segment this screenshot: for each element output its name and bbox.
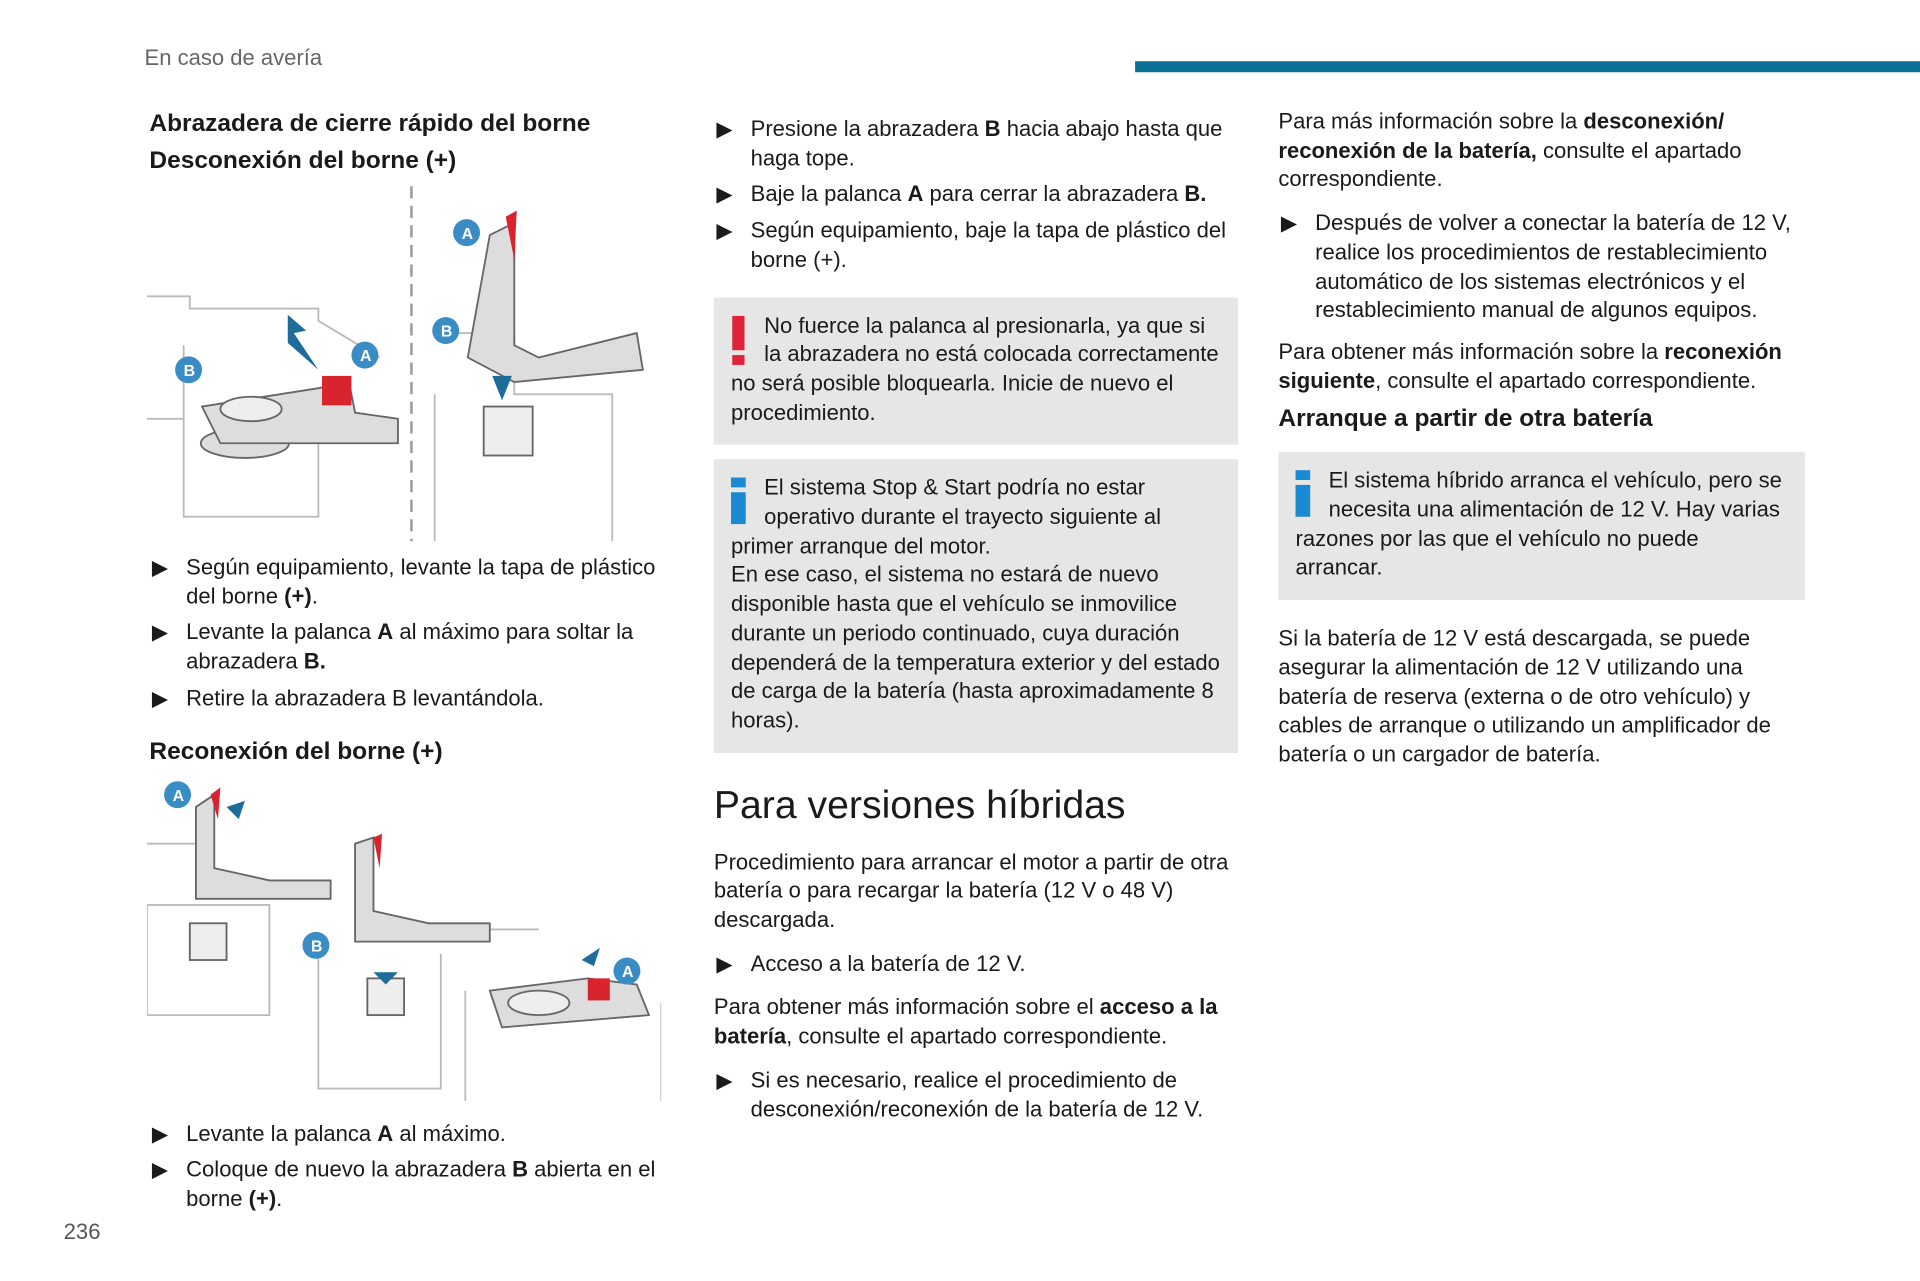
text: Para obtener más información sobre el <box>713 994 1100 1020</box>
info-icon <box>1296 471 1313 525</box>
bold-text: B <box>984 116 1001 141</box>
bullet-list <box>1278 210 1805 326</box>
bullet-list <box>714 115 1238 275</box>
triangle-bullet-icon: ▶ <box>151 555 168 580</box>
paragraph <box>714 848 1238 935</box>
text: al máximo para soltar la abrazadera <box>186 620 634 674</box>
hybrid-heading: Para versiones híbridas <box>713 782 1126 827</box>
bullet-item <box>714 115 1238 173</box>
text: . <box>276 1186 283 1211</box>
bullet-item <box>149 553 663 611</box>
bullet-item <box>714 950 1238 979</box>
text: Procedimiento para arrancar el motor a partir de otra batería o para recargar la batería (12 V o 48 V) descargada. <box>713 849 1229 932</box>
info-text: El sistema Stop & Start podría no estar operativo durante el trayecto siguiente al primer arranque del motor. <box>731 475 1162 559</box>
section-title: Abrazadera de cierre rápido del borne <box>149 110 591 138</box>
warning-box <box>714 297 1238 445</box>
triangle-bullet-icon: ▶ <box>151 1158 168 1182</box>
warning-icon <box>731 315 748 369</box>
text: Después de volver a conectar la batería de 12 V, realice los procedimientos de restablecimiento automático de los sistemas electrónicos y el restablecimiento manual de algunos equipos. <box>1315 210 1791 323</box>
paragraph <box>714 994 1238 1052</box>
paragraph <box>1278 108 1805 195</box>
text: , consulte el apartado correspondiente. <box>1375 368 1757 393</box>
triangle-bullet-icon: ▶ <box>716 1068 733 1093</box>
bullet-item <box>149 619 663 677</box>
bold-text: (+) <box>284 583 312 609</box>
info-text: El sistema híbrido arranca el vehículo, pero se necesita una alimentación de 12 V. Hay varias razones por las que el vehículo no puede arrancar. <box>1295 468 1782 580</box>
bold-text: B. <box>303 649 326 674</box>
text: hacia abajo hasta que haga tope. <box>750 116 1223 170</box>
bold-text: reconexión siguiente <box>1278 339 1782 393</box>
bold-text: acceso a la batería <box>713 994 1218 1049</box>
bullet-list <box>714 950 1238 979</box>
label-a: A <box>461 224 474 243</box>
text: al máximo. <box>393 1121 506 1146</box>
text: Según equipamiento, baje la tapa de plástico del borne (+). <box>750 218 1227 272</box>
bullet-item <box>714 1066 1238 1124</box>
bold-text: A <box>907 181 924 207</box>
info-icon <box>731 478 748 532</box>
text: Baje la palanca <box>750 181 908 207</box>
section-header: En caso de avería <box>144 45 323 70</box>
triangle-bullet-icon: ▶ <box>151 1122 168 1146</box>
bold-text: (+) <box>248 1186 277 1211</box>
figure-disconnect <box>149 179 663 546</box>
triangle-bullet-icon: ▶ <box>716 117 733 141</box>
figure-reconnect <box>149 770 663 1113</box>
text: Retire la abrazadera B levantándola. <box>186 685 544 710</box>
triangle-bullet-icon: ▶ <box>716 219 733 243</box>
label-a: A <box>360 346 372 365</box>
bold-text: desconexión/ reconexión de la batería, <box>1278 108 1725 163</box>
text: Levante la palanca <box>186 1121 378 1146</box>
bullet-item <box>714 217 1238 275</box>
text: Presione la abrazadera <box>750 116 985 141</box>
paragraph <box>1278 625 1805 770</box>
bold-text: B. <box>1184 181 1207 207</box>
text: Para obtener más información sobre la <box>1278 339 1665 364</box>
triangle-bullet-icon: ▶ <box>716 952 733 976</box>
bullet-item <box>149 684 663 713</box>
text: abierta en el borne <box>186 1157 656 1211</box>
bold-text: B <box>512 1157 529 1182</box>
label-b: B <box>440 322 453 341</box>
column-1 <box>149 105 663 1221</box>
text: Si la batería de 12 V está descargada, se puede asegurar la alimentación de 12 V utilizando una batería de reserva (externa o de otro vehículo) y cables de arranque o utilizando un amplificador de batería o un cargador de batería. <box>1278 625 1771 767</box>
info-box <box>1278 452 1805 600</box>
text: Si es necesario, realice el procedimiento de desconexión/reconexión de la batería de 12 V. <box>750 1067 1204 1122</box>
triangle-bullet-icon: ▶ <box>151 621 168 645</box>
bullet-item <box>714 180 1238 209</box>
triangle-bullet-icon: ▶ <box>151 686 168 710</box>
bullet-list <box>149 1120 663 1214</box>
text: Levante la palanca <box>186 620 378 645</box>
page-number: 236 <box>63 1219 101 1245</box>
bullet-item <box>149 1156 663 1214</box>
bold-text: A <box>377 1121 394 1146</box>
column-3 <box>1278 108 1805 785</box>
text: , consulte el apartado correspondiente. <box>786 1023 1168 1049</box>
bold-text: A <box>377 620 394 645</box>
subsection-reconnect: Reconexión del borne (+) <box>149 737 443 765</box>
bullet-item <box>149 1120 663 1149</box>
triangle-bullet-icon: ▶ <box>1280 211 1297 236</box>
column-2 <box>714 108 1238 1132</box>
bullet-list <box>149 553 663 713</box>
text: . <box>311 583 318 609</box>
bullet-item <box>1278 210 1805 326</box>
text: Para más información sobre la <box>1278 108 1584 134</box>
info-text: En ese caso, el sistema no estará de nuevo disponible hasta que el vehículo se inmovilice durante un periodo continuado, cuya duración dependerá de la temperatura exterior y del estado de carga de la batería (hasta aproximadamente 8 horas). <box>731 562 1220 733</box>
label-b: B <box>183 361 196 380</box>
bullet-list <box>714 1066 1238 1124</box>
header-accent-bar <box>1135 61 1920 72</box>
subsection-disconnect: Desconexión del borne (+) <box>149 146 457 174</box>
warning-text: No fuerce la palanca al presionarla, ya que si la abrazadera no está colocada correctamente no será posible bloquearla. Inicie de nuevo el procedimiento. <box>731 312 1219 425</box>
label-a: A <box>172 785 185 804</box>
text: Acceso a la batería de 12 V. <box>750 951 1026 976</box>
paragraph <box>1278 338 1805 396</box>
text: consulte el apartado correspondiente. <box>1278 138 1742 192</box>
info-box <box>714 460 1238 753</box>
text: para cerrar la abrazadera <box>923 181 1185 207</box>
text: Según equipamiento, levante la tapa de plástico del borne <box>186 554 656 609</box>
label-b: B <box>311 936 323 955</box>
jump-start-heading: Arranque a partir de otra batería <box>1278 405 1653 433</box>
text: Coloque de nuevo la abrazadera <box>186 1157 513 1182</box>
triangle-bullet-icon: ▶ <box>716 182 733 207</box>
label-a: A <box>622 961 634 981</box>
